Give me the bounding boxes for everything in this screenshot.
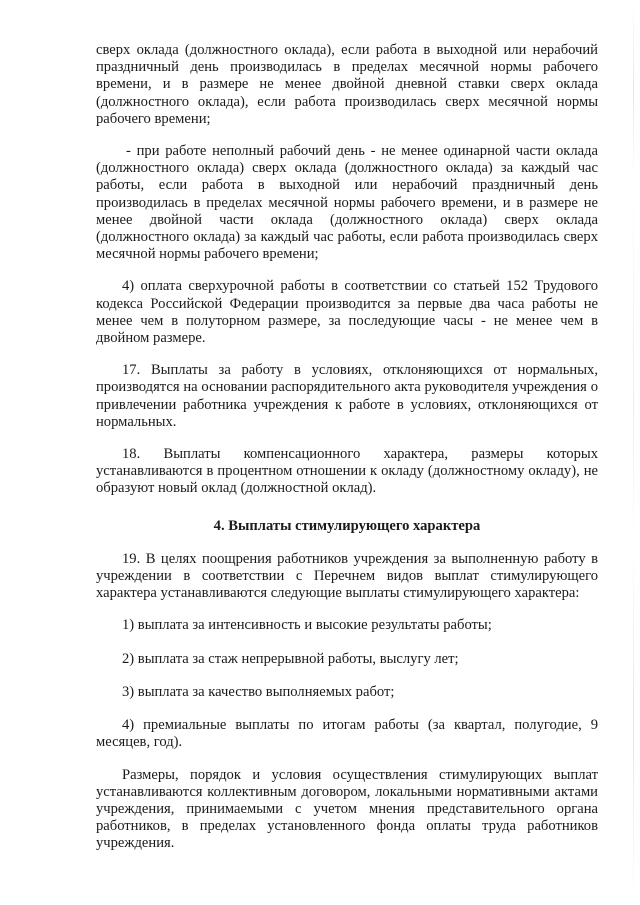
document-page [96, 42, 598, 868]
paragraph-19: 19. В целях поощрения работников учреждения за выполненную работу в учреждении в соответствии с Перечнем видов выплат стимулирующего характера устанавливаются следующие выплаты стимулирующего характера: [96, 550, 598, 602]
paragraph-overtime-holiday: сверх оклада (должностного оклада), если работа в выходной или нерабочий праздничный день производилась в пределах месячной нормы рабочего времени, и в размере не менее двойной дневной ставки сверх оклада (должностного оклада), если работа производилась сверх месячной нормы рабочего времени; [96, 42, 598, 127]
list-item-seniority: 2) выплата за стаж непрерывной работы, выслугу лет; [122, 650, 459, 667]
list-item-bonuses: 4) премиальные выплаты по итогам работы (за квартал, полугодие, 9 месяцев, год). [96, 717, 598, 751]
paragraph-17: 17. Выплаты за работу в условиях, отклоняющихся от нормальных, производятся на основании распорядительного акта руководителя учреждения о привлечении работника учреждения к работе в условиях, отклоняющихся от нормальных. [96, 362, 598, 430]
section-heading: 4. Выплаты стимулирующего характера [213, 517, 481, 534]
paragraph-overtime-pay: 4) оплата сверхурочной работы в соответствии со статьей 152 Трудового кодекса Российской Федерации производится за первые два часа работы не менее чем в полуторном размере, за последующие часы - не менее чем в двойном размере. [96, 278, 598, 347]
paragraph-conditions: Размеры, порядок и условия осуществления стимулирующих выплат устанавливаются коллективным договором, локальными нормативными актами учреждения, принимаемыми с учетом мнения представительного органа работников, в пределах установленного фонда оплаты труда работников учреждения. [96, 766, 598, 852]
list-item-intensity: 1) выплата за интенсивность и высокие результаты работы; [122, 617, 492, 634]
list-item-quality: 3) выплата за качество выполняемых работ; [122, 683, 395, 700]
scan-edge [633, 0, 634, 905]
paragraph-part-time: - при работе неполный рабочий день - не менее одинарной части оклада (должностного оклада) сверх оклада (должностного оклада) за каждый час работы, если работа в выходной или нерабочий праздничный день производилась в пределах месячной нормы рабочего времени, и в размере не менее двойной части оклада (должностного оклада) сверх оклада (должностного оклада) за каждый час работы, если работа производилась сверх месячной нормы рабочего времени; [96, 143, 598, 263]
paragraph-18: 18. Выплаты компенсационного характера, размеры которых устанавливаются в процентном отношении к окладу (должностному окладу), не образуют новый оклад (должностной оклад). [96, 446, 598, 497]
